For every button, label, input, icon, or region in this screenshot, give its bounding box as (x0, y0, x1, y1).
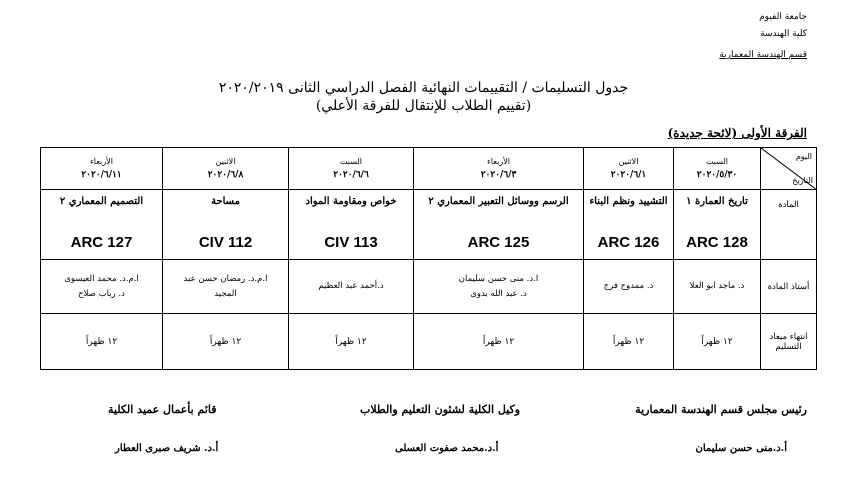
date-label: ٢٠٢٠/٦/٦ (333, 169, 369, 180)
subject-name: الرسم ووسائل التعبير المعماري ٢ (428, 196, 569, 207)
professor-cell (584, 260, 674, 314)
subject-cell (584, 190, 674, 260)
subject-cell (41, 190, 163, 260)
subject-name: التصميم المعماري ٢ (59, 196, 144, 207)
day-date-cell (584, 148, 674, 190)
deadline-cell: ١٢ ظهراً (584, 314, 674, 370)
course-code: ARC 128 (686, 234, 748, 251)
corner-cell (761, 148, 817, 190)
date-label: ٢٠٢٠/٦/١ (610, 169, 647, 180)
day-label: السبت (339, 156, 363, 166)
day-date-cell (163, 148, 289, 190)
professor-name: ا.م.د. رمضان حسن عبد (183, 273, 268, 284)
day-label: الاثنين (215, 156, 236, 166)
deadline-cell: ١٢ ظهراً (414, 314, 584, 370)
day-label: الاثنين (618, 156, 639, 166)
subject-name: خواص ومقاومة المواد (305, 196, 397, 207)
signatory-name: أ.د. شريف صبرى العطار (115, 443, 219, 454)
course-code: CIV 112 (198, 234, 253, 251)
day-date-cell (41, 148, 163, 190)
signature-role: قائم بأعمال عميد الكلية (108, 403, 217, 416)
subject-name: التشييد ونظم البناء (589, 196, 668, 207)
deadline-cell: ١٢ ظهراً (674, 314, 761, 370)
date-label: ٢٠٢٠/٦/٨ (207, 169, 244, 180)
professor-cell (41, 260, 163, 314)
course-code: CIV 113 (324, 234, 378, 251)
section-title: الفرقة الأولى (لائحة جديدة) (667, 126, 807, 140)
signatory-name: أ.د.منى حسن سليمان (695, 443, 787, 454)
corner-day-label: اليوم (795, 152, 812, 161)
corner-date-label: التاريخ (792, 176, 813, 185)
deadline-cell: ١٢ ظهراً (289, 314, 414, 370)
professor-name: د. ماجد ابو العلا (689, 281, 745, 291)
date-label: ٢٠٢٠/٦/٣ (480, 169, 517, 180)
row-label-professor: أستاذ المادة (761, 260, 817, 314)
deadline-cell: ١٢ ظهراً (163, 314, 289, 370)
table-row (41, 260, 817, 314)
day-date-cell (289, 148, 414, 190)
signature-role: وكيل الكلية لشئون التعليم والطلاب (360, 403, 521, 416)
subject-name: مساحة (211, 196, 240, 207)
day-label: الأربعاء (487, 156, 510, 166)
row-label-deadline: انتهاء ميعاد التسليم (761, 314, 817, 370)
professor-name: د. رباب صلاح (78, 288, 125, 299)
deadline-cell: ١٢ ظهراً (41, 314, 163, 370)
professor-name: د.أحمد عبد العظيم (318, 281, 384, 291)
professor-name: ا.م.د. محمد العيسوى (64, 273, 139, 284)
table-row (41, 314, 817, 370)
subject-name: تاريخ العمارة ١ (686, 196, 748, 207)
professor-name: ا.د. منى حسن سليمان (458, 273, 539, 284)
day-date-cell (414, 148, 584, 190)
table-row (41, 190, 817, 260)
schedule-table (40, 147, 817, 370)
university-name: جامعة الفيوم (759, 12, 807, 22)
professor-name: د. عبد الله بدوى (470, 288, 527, 299)
course-code: ARC 125 (467, 234, 530, 251)
professor-name: المجيد (214, 288, 237, 299)
subject-cell (674, 190, 761, 260)
faculty-name: كلية الهندسة (760, 29, 807, 39)
row-label-subject: المادة (761, 190, 817, 260)
subject-cell (414, 190, 584, 260)
signatory-name: أ.د.محمد صفوت العسلى (395, 443, 499, 454)
course-code: ARC 127 (70, 234, 133, 251)
document-title: جدول التسليمات / التقييمات النهائية الفصل الدراسي الثانى ٢٠٢٠/٢٠١٩ (218, 80, 629, 96)
table-row (41, 148, 817, 190)
day-label: السبت (705, 156, 729, 166)
day-label: الأربعاء (90, 156, 113, 166)
department-name: قسم الهندسة المعمارية (719, 50, 807, 60)
professor-cell (163, 260, 289, 314)
day-date-cell (674, 148, 761, 190)
professor-cell (674, 260, 761, 314)
course-code: ARC 126 (597, 234, 660, 251)
professor-cell (414, 260, 584, 314)
document-subtitle: (تقييم الطلاب للإنتقال للفرقة الأعلي) (315, 98, 532, 114)
subject-cell (289, 190, 414, 260)
signature-role: رئيس مجلس قسم الهندسة المعمارية (635, 403, 807, 416)
professor-name: د. ممدوح فرج (603, 281, 654, 291)
date-label: ٢٠٢٠/٦/١١ (81, 169, 122, 180)
professor-cell (289, 260, 414, 314)
date-label: ٢٠٢٠/٥/٣٠ (696, 169, 738, 180)
subject-cell (163, 190, 289, 260)
